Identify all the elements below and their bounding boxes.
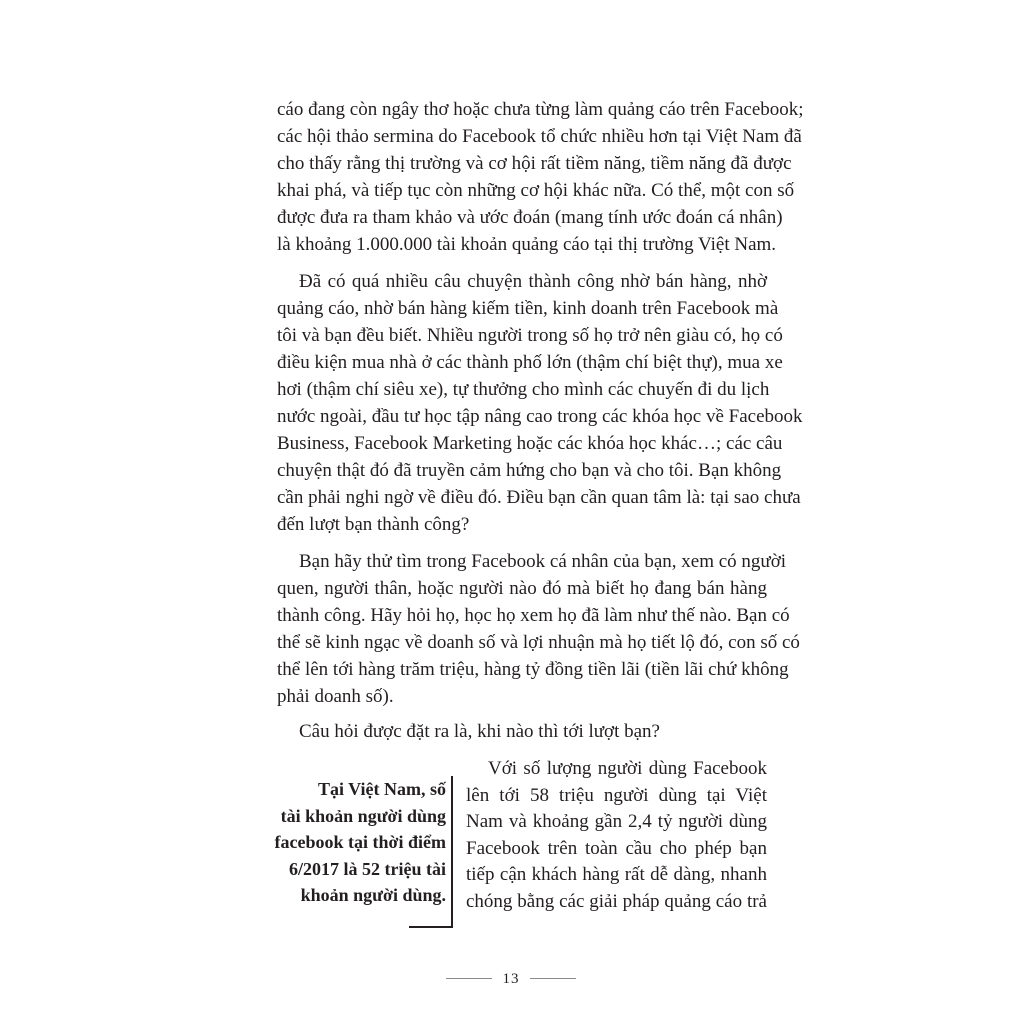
text-line: thể sẽ kinh ngạc về doanh số và lợi nhuận mà họ tiết lộ đó, con số có [277,632,800,653]
text-line: các hội thảo sermina do Facebook tổ chức nhiều hơn tại Việt Nam đã [277,126,802,147]
text-line: quen, người thân, hoặc người nào đó mà biết họ đang bán hàng [277,578,767,599]
text-line: Facebook trên toàn cầu cho phép bạn [466,837,767,859]
text-line: Business, Facebook Marketing hoặc các khóa học khác…; các câu [277,433,783,454]
side-column [466,756,767,915]
text-line: tiếp cận khách hàng rất dễ dàng, nhanh [466,864,767,885]
pull-quote-line: khoản người dùng. [300,885,446,905]
text-line: thành công. Hãy hỏi họ, học họ xem họ đã làm như thế nào. Bạn có [277,605,790,626]
text-line: Với số lượng người dùng Facebook [488,758,767,779]
text-line: Bạn hãy thử tìm trong Facebook cá nhân của bạn, xem có người [299,551,787,572]
text-line: khai phá, và tiếp tục còn những cơ hội khác nữa. Có thể, một con số [277,180,795,201]
paragraph-1 [277,96,804,258]
page-number: 13 [502,971,520,987]
text-line: chóng bằng các giải pháp quảng cáo trả [466,890,767,912]
page-footer [0,969,1024,989]
text-line: thể lên tới hàng trăm triệu, hàng tỷ đồng tiền lãi (tiền lãi chứ không [277,659,789,680]
text-line: được đưa ra tham khảo và ước đoán (mang tính ước đoán cá nhân) [277,207,783,228]
text-line: Câu hỏi được đặt ra là, khi nào thì tới lượt bạn? [299,721,660,742]
text-line: tôi và bạn đều biết. Nhiều người trong số họ trở nên giàu có, họ có [277,325,783,346]
paragraph-4 [277,718,767,745]
text-line: phải doanh số). [277,686,394,707]
paragraph-3 [277,548,800,710]
footer-rule-left [446,978,492,979]
text-line: là khoảng 1.000.000 tài khoản quảng cáo tại thị trường Việt Nam. [277,234,777,255]
pull-quote-line: tài khoản người dùng [280,805,446,826]
text-line: quảng cáo, nhờ bán hàng kiếm tiền, kinh doanh trên Facebook mà [277,298,779,319]
text-line: lên tới 58 triệu người dùng tại Việt [466,784,767,806]
text-line: cáo đang còn ngây thơ hoặc chưa từng làm quảng cáo trên Facebook; [277,99,804,120]
text-line: cho thấy rằng thị trường và cơ hội rất tiềm năng, tiềm năng đã được [277,153,792,174]
pull-quote-line: Tại Việt Nam, số [318,779,446,799]
paragraph-2 [277,268,803,538]
text-line: nước ngoài, đầu tư học tập nâng cao trong các khóa học về Facebook [277,406,803,427]
text-line: đến lượt bạn thành công? [277,514,470,535]
text-line: cần phải nghi ngờ về điều đó. Điều bạn cần quan tâm là: tại sao chưa [277,487,801,508]
pull-quote-bracket [409,776,453,928]
text-line: hơi (thậm chí siêu xe), tự thưởng cho mình các chuyến đi du lịch [277,379,770,400]
text-line: Nam và khoảng gần 2,4 tỷ người dùng [466,811,767,832]
pull-quote-line: 6/2017 là 52 triệu tài [289,858,446,879]
pull-quote-line: facebook tại thời điểm [274,832,446,852]
footer-rule-right [530,978,576,979]
text-line: chuyện thật đó đã truyền cảm hứng cho bạn và cho tôi. Bạn không [277,460,782,481]
text-line: Đã có quá nhiều câu chuyện thành công nhờ bán hàng, nhờ [299,271,767,292]
text-line: điều kiện mua nhà ở các thành phố lớn (thậm chí biệt thự), mua xe [277,352,783,373]
